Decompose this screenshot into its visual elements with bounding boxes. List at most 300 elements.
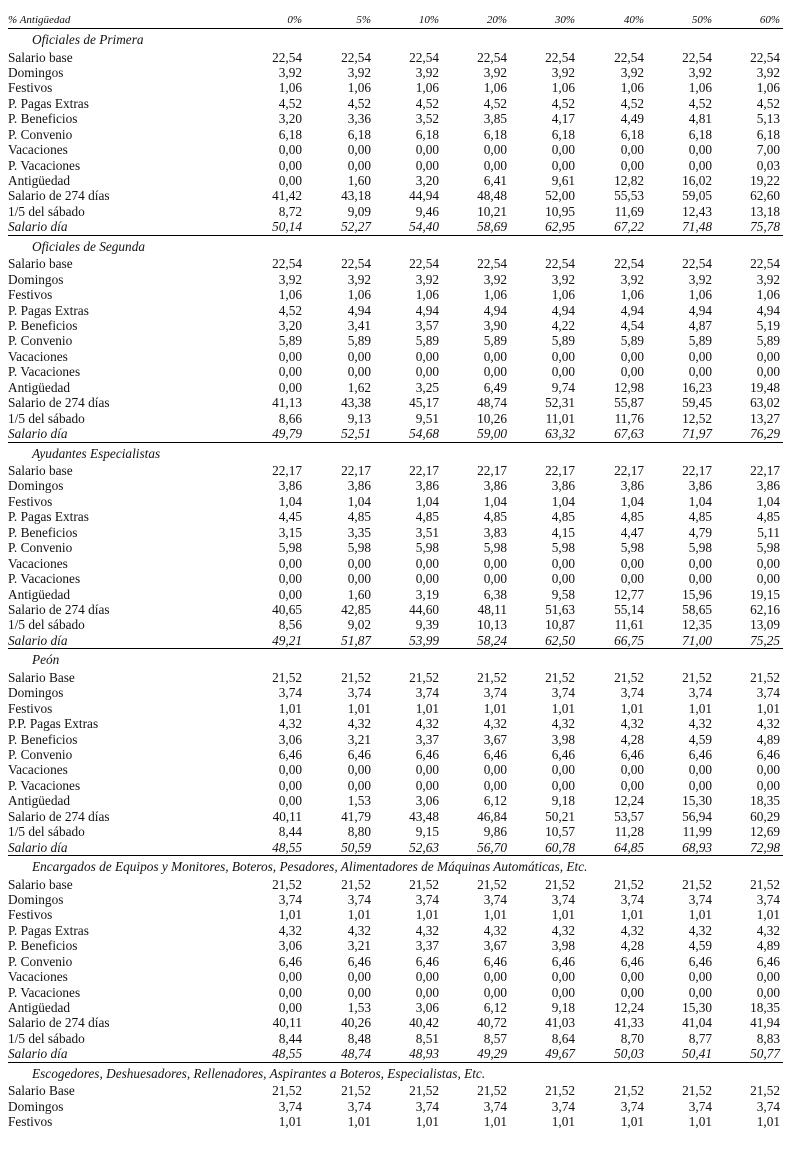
cell-value: 5,11 [757,524,780,540]
cell-value: 1,01 [415,907,439,923]
row-label: Salario Base [8,669,75,685]
cell-value: 3,74 [347,1098,371,1114]
cell-value: 0,00 [278,762,302,778]
cell-value: 21,52 [272,876,302,892]
row-label: Vacaciones [8,142,68,158]
cell-value: 0,00 [688,969,712,985]
cell-value: 0,00 [551,969,575,985]
cell-value: 3,15 [278,524,302,540]
cell-value: 8,72 [278,203,302,219]
row-label: P. Pagas Extras [8,95,89,111]
cell-value: 50,77 [750,1046,780,1062]
cell-value: 0,00 [278,142,302,158]
cell-value: 1,06 [483,287,507,303]
cell-value: 6,46 [551,746,575,762]
section-title: Encargados de Equipos y Monitores, Boteros, Pesadores, Alimentadores de Máquinas Automáticas, Etc. [32,859,588,874]
cell-value: 6,46 [620,953,644,969]
cell-value: 21,52 [545,1083,575,1099]
header-label: % Antigüedad [8,14,71,26]
cell-value: 3,67 [483,938,507,954]
cell-value: 13,18 [750,203,780,219]
cell-value: 6,46 [415,746,439,762]
cell-value: 0,00 [620,142,644,158]
cell-value: 0,00 [551,142,575,158]
cell-value: 3,74 [278,1098,302,1114]
cell-value: 11,76 [614,410,644,426]
cell-value: 3,19 [415,586,439,602]
cell-value: 48,55 [272,839,302,855]
cell-value: 15,96 [682,586,712,602]
cell-value: 9,61 [551,173,575,188]
cell-value: 3,92 [756,64,780,80]
cell-value: 22,17 [682,463,712,478]
row-label: P. Convenio [8,126,73,142]
row-label: P. Vacaciones [8,571,81,587]
table-row [8,318,783,333]
table-row [8,969,783,984]
row-label: Domingos [8,891,64,907]
cell-value: 8,66 [278,410,302,426]
cell-value: 9,51 [415,410,439,426]
cell-value: 4,59 [688,938,712,954]
table-row [8,685,783,700]
cell-value: 3,86 [688,478,712,494]
cell-value: 21,52 [409,876,439,892]
cell-value: 6,18 [347,126,371,142]
cell-value: 55,53 [614,188,644,204]
cell-value: 4,32 [551,716,575,732]
row-label: P. Pagas Extras [8,509,89,525]
cell-value: 5,89 [347,333,371,349]
cell-value: 0,00 [278,586,302,602]
table-row [8,509,783,524]
table-row [8,670,783,685]
row-label: 1/5 del sábado [8,203,85,219]
cell-value: 0,00 [551,555,575,571]
cell-value: 8,51 [415,1030,439,1046]
row-label: Salario base [8,256,73,272]
cell-value: 0,00 [688,762,712,778]
cell-value: 4,89 [756,731,780,747]
cell-value: 0,00 [415,571,439,587]
table-row [8,701,783,716]
cell-value: 59,00 [477,426,507,442]
cell-value: 6,46 [347,953,371,969]
table-row [8,716,783,731]
cell-value: 12,35 [682,617,712,633]
cell-value: 3,35 [347,524,371,540]
cell-value: 0,00 [551,157,575,173]
cell-value: 21,52 [750,1083,780,1099]
cell-value: 3,92 [483,271,507,287]
cell-value: 0,00 [483,364,507,380]
cell-value: 11,28 [614,824,644,840]
cell-value: 3,92 [278,64,302,80]
header-col: 10% [418,14,439,26]
cell-value: 4,79 [688,524,712,540]
cell-value: 3,86 [415,478,439,494]
cell-value: 22,54 [545,49,575,65]
cell-value: 1,06 [551,80,575,96]
cell-value: 43,48 [409,808,439,824]
cell-value: 5,98 [483,540,507,556]
cell-value: 1,60 [347,586,371,602]
cell-value: 4,94 [688,302,712,318]
cell-value: 1,04 [551,493,575,509]
cell-value: 3,74 [620,1098,644,1114]
cell-value: 6,12 [483,1000,507,1015]
cell-value: 4,52 [483,95,507,111]
cell-value: 8,64 [551,1030,575,1046]
cell-value: 1,06 [278,287,302,303]
cell-value: 0,00 [278,777,302,793]
cell-value: 0,00 [347,348,371,364]
cell-value: 5,89 [415,333,439,349]
cell-value: 4,32 [347,716,371,732]
cell-value: 0,00 [415,364,439,380]
cell-value: 4,85 [756,509,780,525]
cell-value: 9,02 [347,617,371,633]
cell-value: 1,01 [347,1114,371,1130]
cell-value: 12,24 [614,1000,644,1015]
cell-value: 21,52 [477,1083,507,1099]
cell-value: 3,74 [415,685,439,701]
row-label: P. Beneficios [8,524,78,540]
cell-value: 55,87 [614,395,644,411]
section-title: Escogedores, Deshuesadores, Rellenadores, Aspirantes a Boteros, Especialistas, Etc. [32,1065,486,1081]
cell-value: 43,18 [341,188,371,204]
section-title: Ayudantes Especialistas [32,445,161,461]
cell-value: 4,85 [620,509,644,525]
cell-value: 21,52 [341,1083,371,1099]
cell-value: 41,94 [750,1015,780,1031]
cell-value: 3,92 [756,271,780,287]
cell-value: 4,28 [620,731,644,747]
cell-value: 0,00 [756,348,780,364]
table-row [8,478,783,493]
cell-value: 0,00 [756,984,780,1000]
cell-value: 5,98 [688,540,712,556]
cell-value: 3,20 [278,111,302,127]
cell-value: 3,21 [347,731,371,747]
cell-value: 1,06 [756,287,780,303]
table-row [8,494,783,509]
cell-value: 22,17 [409,463,439,478]
cell-value: 49,21 [272,632,302,648]
header-col: 40% [623,14,644,26]
cell-value: 5,98 [278,540,302,556]
cell-value: 6,49 [483,379,507,395]
row-label: Festivos [8,700,53,716]
row-label: Antigüedad [8,586,71,602]
cell-value: 67,22 [614,219,644,235]
cell-value: 6,46 [688,953,712,969]
cell-value: 6,18 [688,126,712,142]
cell-value: 0,00 [347,777,371,793]
cell-value: 0,00 [278,571,302,587]
row-label: Antigüedad [8,173,71,188]
cell-value: 21,52 [341,876,371,892]
row-label: P. Beneficios [8,318,78,333]
cell-value: 22,54 [750,49,780,65]
cell-value: 4,49 [620,111,644,127]
cell-value: 3,21 [347,938,371,954]
cell-value: 0,00 [278,364,302,380]
cell-value: 12,69 [750,824,780,840]
cell-value: 3,57 [415,318,439,333]
cell-value: 1,06 [347,287,371,303]
cell-value: 13,27 [750,410,780,426]
cell-value: 41,79 [341,808,371,824]
cell-value: 4,85 [551,509,575,525]
cell-value: 0,00 [688,348,712,364]
cell-value: 50,03 [614,1046,644,1062]
table-row [8,732,783,747]
cell-value: 1,04 [688,493,712,509]
cell-value: 1,01 [278,1114,302,1130]
cell-value: 3,92 [688,64,712,80]
cell-value: 22,54 [272,49,302,65]
cell-value: 75,78 [750,219,780,235]
cell-value: 1,01 [483,1114,507,1130]
table-row [8,617,783,632]
cell-value: 0,00 [756,762,780,778]
cell-value: 0,03 [756,157,780,173]
cell-value: 4,22 [551,318,575,333]
cell-value: 1,01 [756,1114,780,1130]
cell-value: 4,94 [620,302,644,318]
cell-value: 3,74 [415,1098,439,1114]
cell-value: 6,46 [688,746,712,762]
row-label: P. Convenio [8,333,73,349]
cell-value: 5,19 [756,318,780,333]
cell-value: 6,18 [756,126,780,142]
cell-value: 3,86 [620,478,644,494]
cell-value: 3,92 [620,271,644,287]
table-row [8,333,783,348]
row-label: P. Beneficios [8,111,78,127]
cell-value: 4,85 [483,509,507,525]
cell-value: 3,51 [415,524,439,540]
cell-value: 0,00 [551,777,575,793]
cell-value: 1,06 [415,80,439,96]
cell-value: 3,86 [756,478,780,494]
cell-value: 3,06 [415,793,439,809]
header-col: 50% [691,14,712,26]
cell-value: 51,87 [341,632,371,648]
cell-value: 7,00 [756,142,780,158]
cell-value: 56,94 [682,808,712,824]
cell-value: 0,00 [551,984,575,1000]
table-row [8,762,783,777]
cell-value: 1,53 [347,793,371,809]
cell-value: 3,74 [688,1098,712,1114]
cell-value: 0,00 [347,364,371,380]
cell-value: 8,80 [347,824,371,840]
row-label: Salario día [8,632,68,648]
cell-value: 1,06 [688,287,712,303]
cell-value: 8,44 [278,824,302,840]
cell-value: 22,54 [272,256,302,272]
cell-value: 50,59 [341,839,371,855]
cell-value: 3,41 [347,318,371,333]
cell-value: 21,52 [614,1083,644,1099]
cell-value: 6,18 [483,126,507,142]
cell-value: 0,00 [347,157,371,173]
cell-value: 4,32 [483,716,507,732]
table-row [8,793,783,808]
cell-value: 11,99 [682,824,712,840]
row-label: Festivos [8,80,53,96]
cell-value: 4,59 [688,731,712,747]
cell-value: 50,41 [682,1046,712,1062]
row-label: Antigüedad [8,793,71,809]
cell-value: 21,52 [272,669,302,685]
cell-value: 11,01 [545,410,575,426]
cell-value: 6,46 [278,953,302,969]
row-label: P. Convenio [8,953,73,969]
cell-value: 1,01 [620,1114,644,1130]
cell-value: 1,01 [347,907,371,923]
table-row [8,349,783,364]
cell-value: 21,52 [477,876,507,892]
table-row [8,50,783,65]
cell-value: 3,74 [688,891,712,907]
cell-value: 6,18 [551,126,575,142]
cell-value: 0,00 [551,348,575,364]
cell-value: 22,54 [750,256,780,272]
cell-value: 3,92 [278,271,302,287]
cell-value: 13,09 [750,617,780,633]
cell-value: 22,54 [614,256,644,272]
cell-value: 66,75 [614,632,644,648]
cell-value: 5,89 [620,333,644,349]
row-label: Salario de 274 días [8,808,110,824]
row-label: Salario día [8,426,68,442]
row-label: 1/5 del sábado [8,410,85,426]
cell-value: 71,97 [682,426,712,442]
cell-value: 6,38 [483,586,507,602]
cell-value: 3,92 [688,271,712,287]
cell-value: 40,65 [272,601,302,617]
cell-value: 1,04 [415,493,439,509]
cell-value: 1,04 [756,493,780,509]
cell-value: 4,52 [347,95,371,111]
row-label: Salario día [8,839,68,855]
cell-value: 40,72 [477,1015,507,1031]
row-label: Vacaciones [8,969,68,985]
cell-value: 0,00 [278,379,302,395]
cell-value: 0,00 [620,555,644,571]
cell-value: 4,52 [688,95,712,111]
cell-value: 22,54 [614,49,644,65]
cell-value: 41,04 [682,1015,712,1031]
cell-value: 0,00 [551,762,575,778]
cell-value: 59,05 [682,188,712,204]
cell-value: 6,46 [278,746,302,762]
cell-value: 0,00 [620,762,644,778]
header-col: 20% [486,14,507,26]
table-row [8,1015,783,1030]
cell-value: 4,32 [483,922,507,938]
cell-value: 5,89 [551,333,575,349]
cell-value: 4,89 [756,938,780,954]
cell-value: 4,45 [278,509,302,525]
row-label: P. Vacaciones [8,364,81,380]
cell-value: 21,52 [477,669,507,685]
cell-value: 22,54 [682,49,712,65]
cell-value: 4,32 [756,922,780,938]
cell-value: 9,13 [347,410,371,426]
table-row [8,954,783,969]
table-row [8,809,783,824]
cell-value: 64,85 [614,839,644,855]
cell-value: 16,02 [682,173,712,188]
cell-value: 0,00 [756,777,780,793]
total-row [8,633,783,649]
cell-value: 21,52 [614,876,644,892]
row-label: Festivos [8,493,53,509]
cell-value: 9,09 [347,203,371,219]
cell-value: 4,94 [347,302,371,318]
cell-value: 0,00 [483,142,507,158]
cell-value: 49,79 [272,426,302,442]
section-title: Oficiales de Primera [32,32,144,47]
cell-value: 6,46 [551,953,575,969]
cell-value: 0,00 [483,157,507,173]
table-row [8,540,783,555]
row-label: Salario día [8,219,68,235]
table-row [8,602,783,617]
cell-value: 0,00 [688,142,712,158]
table-row [8,525,783,540]
cell-value: 9,46 [415,203,439,219]
table-row [8,303,783,318]
cell-value: 9,58 [551,586,575,602]
cell-value: 1,01 [688,700,712,716]
cell-value: 12,43 [682,203,712,219]
table-row [8,256,783,271]
cell-value: 9,86 [483,824,507,840]
cell-value: 1,01 [620,700,644,716]
cell-value: 3,92 [415,271,439,287]
row-label: Festivos [8,1114,53,1130]
cell-value: 71,00 [682,632,712,648]
cell-value: 3,92 [415,64,439,80]
cell-value: 1,06 [620,287,644,303]
cell-value: 21,52 [341,669,371,685]
cell-value: 9,39 [415,617,439,633]
cell-value: 0,00 [278,1000,302,1015]
cell-value: 4,85 [415,509,439,525]
cell-value: 1,04 [278,493,302,509]
cell-value: 4,52 [551,95,575,111]
header-col: 30% [554,14,575,26]
cell-value: 4,54 [620,318,644,333]
row-label: Vacaciones [8,555,68,571]
cell-value: 3,90 [483,318,507,333]
cell-value: 0,00 [688,157,712,173]
cell-value: 11,61 [614,617,644,633]
cell-value: 16,23 [682,379,712,395]
cell-value: 1,62 [347,379,371,395]
cell-value: 0,00 [483,571,507,587]
cell-value: 0,00 [620,364,644,380]
cell-value: 21,52 [545,669,575,685]
cell-value: 0,00 [688,777,712,793]
cell-value: 18,35 [750,793,780,809]
cell-value: 19,48 [750,379,780,395]
